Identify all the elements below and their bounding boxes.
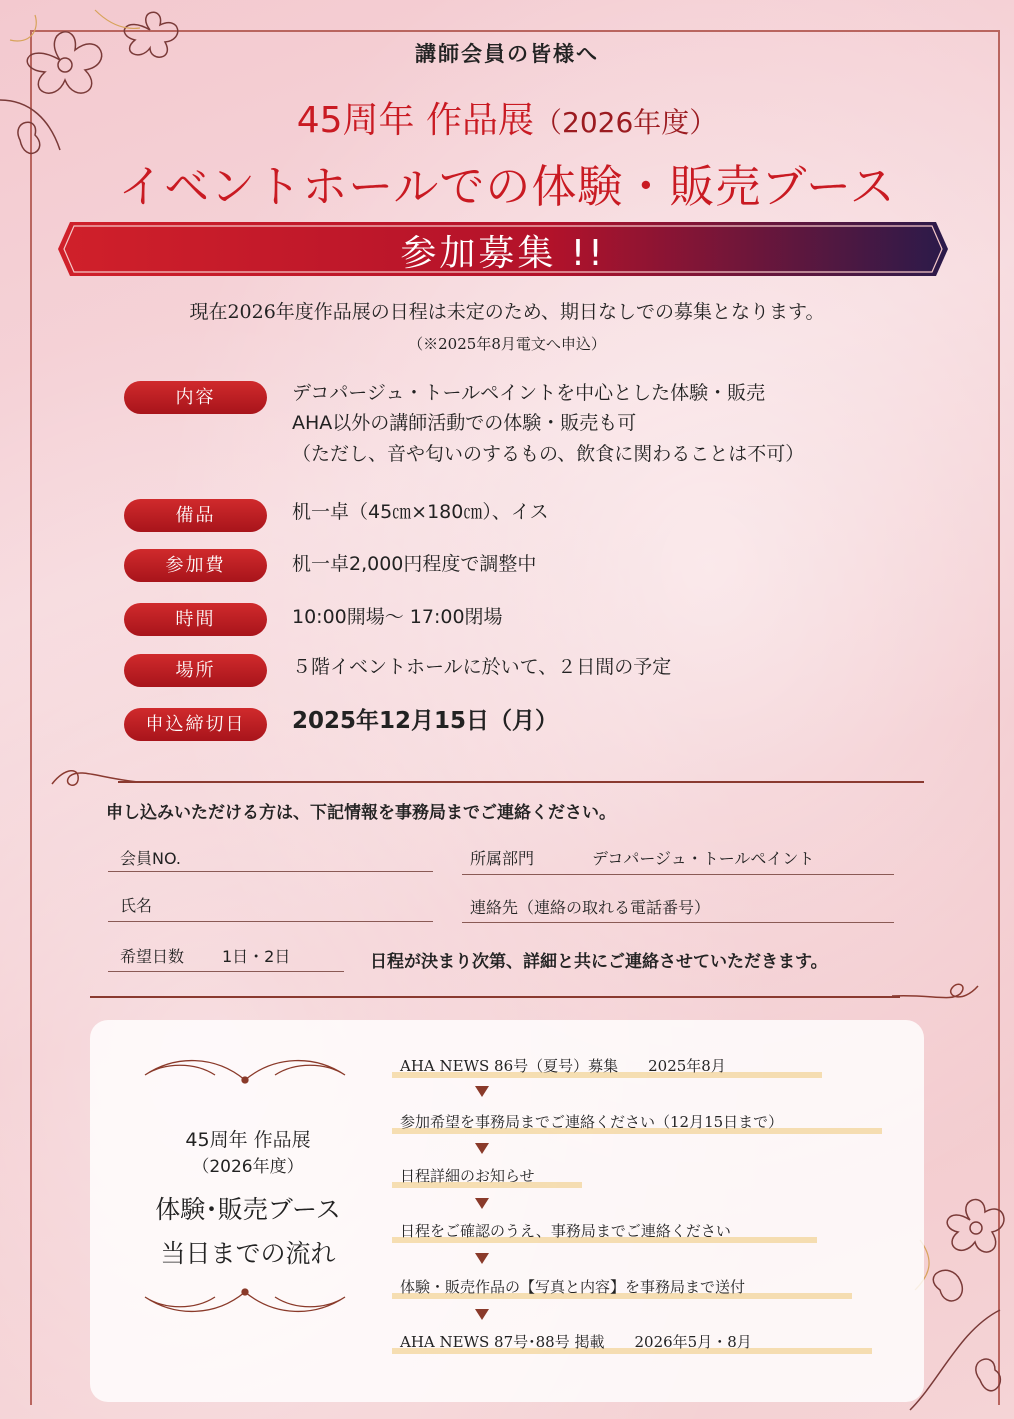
flow-step-4: 日程をご確認のうえ、事務局までご連絡ください [400,1222,731,1240]
flow-title-line-3: 体験･販売ブース [155,1195,341,1224]
form-department-field [462,874,894,875]
arrow-down-icon [475,1086,489,1097]
arrow-down-icon [475,1309,489,1320]
title-year: （2026年度） [534,106,718,139]
arrow-down-icon [475,1253,489,1264]
ornament-top-icon [135,1050,355,1090]
form-closing-text: 日程が決まり次第、詳細と共にご連絡させていただきます。 [370,952,828,972]
form-department-label: 所属部門 [470,849,535,868]
detail-label-deadline: 申込締切日 [124,708,267,741]
form-member-no-label: 会員NO. [120,849,182,868]
form-days-field [108,971,344,972]
form-name-field [108,921,433,922]
form-name-label: 氏名 [120,896,153,915]
flow-title-line-1: 45周年 作品展 [185,1129,311,1151]
form-contact-label: 連絡先（連絡の取れる電話番号） [470,898,711,917]
detail-content-line-2: AHA以外の講師活動での体験・販売も可 [292,412,637,435]
flow-step-1: AHA NEWS 86号（夏号）募集 2025年8月 [400,1057,726,1075]
form-top-divider [118,781,924,783]
flow-step-2: 参加希望を事務局までご連絡ください（12月15日まで） [400,1113,784,1131]
form-days-label: 希望日数 [120,947,185,966]
title-main-text: 45周年 作品展 [296,100,534,141]
flow-step-6: AHA NEWS 87号･88号 掲載 2026年5月・8月 [400,1333,752,1351]
detail-value-equipment: 机一卓（45㎝×180㎝）、イス [292,501,549,523]
form-member-no-field [108,871,433,872]
detail-value-deadline: 2025年12月15日（月） [292,708,559,734]
flow-title-line-4: 当日までの流れ [160,1239,336,1268]
title-main [0,92,1014,143]
intro-note: （※2025年8月電文へ申込） [408,335,606,353]
flourish-right-icon [890,978,980,1008]
form-heading: 申し込みいただける方は、下記情報を事務局までご連絡ください。 [106,803,616,823]
detail-label-equipment: 備品 [124,499,267,532]
banner-title: 参加募集 !! [400,233,606,274]
flow-step-3: 日程詳細のお知らせ [400,1167,535,1185]
detail-label-place: 場所 [124,654,267,687]
flow-title-line-2: （2026年度） [192,1157,304,1177]
detail-value-content [292,378,804,469]
arrow-down-icon [475,1143,489,1154]
flow-step-5: 体験・販売作品の【写真と内容】を事務局まで送付 [400,1278,746,1296]
form-department-value: デコパージュ・トールペイント [592,849,815,868]
detail-value-place: ５階イベントホールに於いて、２日間の予定 [292,656,672,678]
ornament-bottom-icon [135,1282,355,1322]
form-days-value: 1日・2日 [222,947,291,966]
detail-value-time: 10:00開場～ 17:00閉場 [292,606,503,628]
detail-label-time: 時間 [124,603,267,636]
detail-label-content: 内容 [124,381,267,414]
title-subtitle: イベントホールでの体験・販売ブース [118,160,896,213]
flourish-left-icon [50,762,140,792]
intro-text: 現在2026年度作品展の日程は未定のため、期日なしでの募集となります。 [189,301,825,323]
addressee: 講師会員の皆様へ [415,42,599,66]
form-bottom-divider [90,996,900,998]
detail-content-line-1: デコパージュ・トールペイントを中心とした体験・販売 [292,382,766,404]
detail-content-line-3: （ただし、音や匂いのするもの、飲食に関わることは不可） [292,442,805,465]
detail-label-fee: 参加費 [124,549,267,582]
detail-value-fee: 机一卓2,000円程度で調整中 [292,553,537,575]
form-contact-field [462,922,894,923]
arrow-down-icon [475,1198,489,1209]
